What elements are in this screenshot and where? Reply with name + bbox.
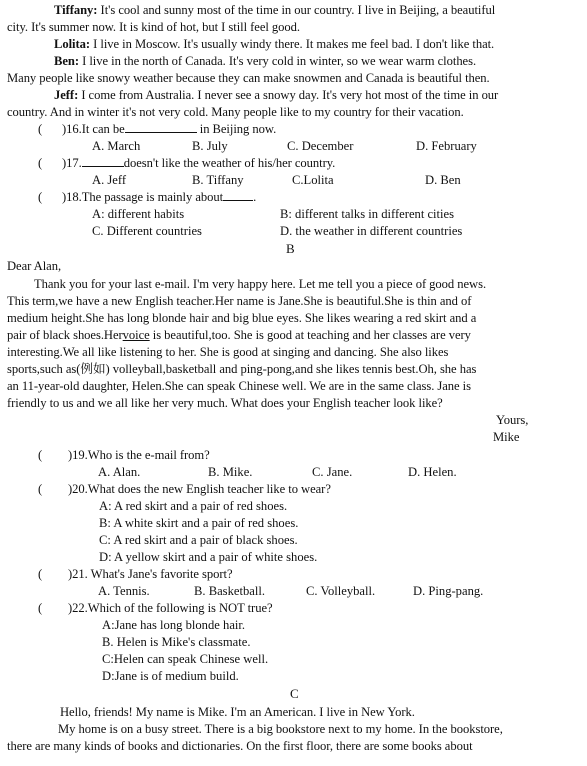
- question-16-stem: )16.It can be in Beijing now.: [62, 122, 277, 136]
- option[interactable]: B. Tiffany: [192, 173, 244, 187]
- option[interactable]: D. the weather in different countries: [280, 224, 463, 238]
- letter-line: pair of black shoes.Hervoice is beautiful,too. She is good at teaching and her classes are very: [7, 328, 471, 342]
- option[interactable]: B. Basketball.: [194, 584, 266, 598]
- question-18-stem: )18.The passage is mainly about .: [62, 190, 257, 204]
- question-17-paren: (: [38, 156, 43, 170]
- question-19-paren: (: [38, 448, 43, 462]
- option[interactable]: B. July: [192, 139, 228, 153]
- question-22-stem: )22.Which of the following is NOT true?: [68, 601, 273, 615]
- letter-line: This term,we have a new English teacher.Her name is Jane.She is beautiful.She is thin and of: [7, 294, 472, 308]
- letter-line: friendly to us and we all like her very much. What does your English teacher look like?: [7, 396, 443, 410]
- passage-a-line: city. It's summer now. It is kind of hot, but I still feel good.: [7, 20, 301, 34]
- passage-c-line: My home is on a busy street. There is a big bookstore next to my home. In the bookstore,: [58, 722, 503, 736]
- letter-line: Thank you for your last e-mail. I'm very happy here. Let me tell you a piece of good news.: [34, 277, 487, 291]
- option[interactable]: D:Jane is of medium build.: [102, 669, 239, 683]
- option[interactable]: D. February: [416, 139, 477, 153]
- passage-a-line: Many people like snowy weather because they can make snowmen and Canada is beautiful then.: [7, 71, 490, 85]
- speaker-name: Lolita:: [54, 37, 91, 51]
- option[interactable]: A: different habits: [92, 207, 185, 221]
- passage-a-line: [54, 36, 494, 52]
- section-heading-b: B: [286, 241, 295, 256]
- passage-a-line: country. And in winter it's not very cold. Many people like to my country for their vacation.: [7, 105, 464, 119]
- letter-line: interesting.We all like listening to her. She is good at singing and dancing. She also likes: [7, 345, 449, 359]
- passage-a-line: [54, 87, 498, 103]
- passage-text: It's cool and sunny most of the time in our country. I live in Beijing, a beautiful: [97, 3, 496, 17]
- option[interactable]: C.Lolita: [292, 173, 334, 187]
- question-21-stem: )21. What's Jane's favorite sport?: [68, 567, 233, 581]
- passage-text: I come from Australia. I never see a snowy day. It's very hot most of the time in our: [78, 88, 499, 102]
- letter-line: medium height.She has long blonde hair and big blue eyes. She likes wearing a red skirt and a: [7, 311, 477, 325]
- letter-signature: Mike: [493, 430, 520, 444]
- question-21-paren: (: [38, 567, 43, 581]
- option[interactable]: C: A red skirt and a pair of black shoes.: [99, 533, 298, 547]
- option[interactable]: A: A red skirt and a pair of red shoes.: [99, 499, 288, 513]
- answer-blank[interactable]: [82, 155, 124, 167]
- option[interactable]: A. March: [92, 139, 141, 153]
- passage-a-line: [54, 2, 495, 18]
- option[interactable]: A. Jeff: [92, 173, 127, 187]
- passage-c-line: Hello, friends! My name is Mike. I'm an American. I live in New York.: [60, 705, 415, 719]
- letter-greeting: Dear Alan,: [7, 259, 62, 273]
- option[interactable]: B: different talks in different cities: [280, 207, 455, 221]
- question-18-paren: (: [38, 190, 43, 204]
- letter-line: an 11-year-old daughter, Helen.She can speak Chinese well. We are in the same class. Jane is: [7, 379, 471, 393]
- question-16-paren: (: [38, 122, 43, 136]
- letter-closing: Yours,: [496, 413, 529, 427]
- option[interactable]: B. Helen is Mike's classmate.: [102, 635, 251, 649]
- question-22-paren: (: [38, 601, 43, 615]
- option[interactable]: C. December: [287, 139, 354, 153]
- option[interactable]: D. Helen.: [408, 465, 457, 479]
- option[interactable]: B. Mike.: [208, 465, 253, 479]
- answer-blank[interactable]: [125, 121, 197, 133]
- speaker-name: Tiffany:: [54, 3, 98, 17]
- passage-a-line: [54, 53, 476, 69]
- answer-blank[interactable]: [223, 189, 253, 201]
- option[interactable]: A:Jane has long blonde hair.: [102, 618, 246, 632]
- question-19-stem: )19.Who is the e-mail from?: [68, 448, 210, 462]
- option[interactable]: C:Helen can speak Chinese well.: [102, 652, 269, 666]
- passage-text: I live in Moscow. It's usually windy there. It makes me feel bad. I don't like that.: [90, 37, 495, 51]
- passage-c-line: there are many kinds of books and dictionaries. On the first floor, there are some books about: [7, 739, 473, 753]
- option[interactable]: C. Volleyball.: [306, 584, 376, 598]
- option[interactable]: A. Tennis.: [98, 584, 150, 598]
- option[interactable]: D. Ben: [425, 173, 461, 187]
- underlined-word: voice: [122, 328, 150, 342]
- option[interactable]: C. Jane.: [312, 465, 353, 479]
- option[interactable]: A. Alan.: [98, 465, 141, 479]
- speaker-name: Jeff:: [54, 88, 79, 102]
- section-heading-c: C: [290, 686, 299, 701]
- question-17-stem: )17. doesn't like the weather of his/her country.: [62, 156, 336, 170]
- letter-line: sports,such as(例如) volleyball,basketball and ping-pong,and she likes tennis best.Oh, she has: [7, 362, 477, 376]
- option[interactable]: C. Different countries: [92, 224, 202, 238]
- option[interactable]: D: A yellow skirt and a pair of white shoes.: [99, 550, 318, 564]
- option[interactable]: B: A white skirt and a pair of red shoes.: [99, 516, 299, 530]
- option[interactable]: D. Ping-pang.: [413, 584, 484, 598]
- question-20-paren: (: [38, 482, 43, 496]
- speaker-name: Ben:: [54, 54, 79, 68]
- passage-text: I live in the north of Canada. It's very cold in winter, so we wear warm clothes.: [79, 54, 477, 68]
- question-20-stem: )20.What does the new English teacher like to wear?: [68, 482, 331, 496]
